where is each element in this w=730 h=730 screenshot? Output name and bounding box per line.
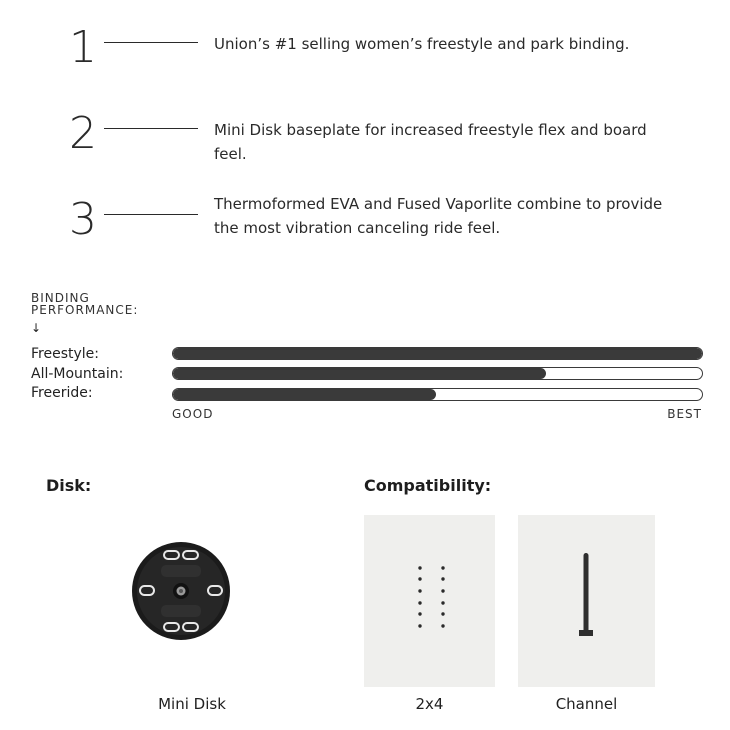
compatibility-caption-2x4: 2x4 — [415, 695, 444, 713]
channel-slot-icon — [518, 515, 655, 687]
scale-low-label: GOOD — [172, 407, 214, 421]
performance-bar-all-mountain — [172, 367, 703, 380]
compatibility-caption-channel: Channel — [555, 695, 618, 713]
compatibility-tile-2x4 — [364, 515, 495, 687]
feature-number: 2 — [69, 108, 97, 159]
scale-high-label: BEST — [667, 407, 702, 421]
feature-number: 1 — [69, 22, 97, 73]
2x4-hole-pattern-icon — [364, 515, 495, 687]
feature-divider — [104, 128, 198, 129]
disk-heading: Disk: — [46, 476, 92, 495]
performance-bar-freestyle — [172, 347, 703, 360]
performance-bar-fill — [173, 368, 546, 379]
compatibility-tile-channel — [518, 515, 655, 687]
feature-text: Mini Disk baseplate for increased freestyle flex and board feel. — [214, 121, 647, 163]
performance-label-freeride: Freeride: — [31, 385, 93, 401]
down-arrow-icon: ↓ — [31, 321, 42, 335]
performance-bar-freeride — [172, 388, 703, 401]
compatibility-heading: Compatibility: — [364, 476, 492, 495]
feature-divider — [104, 42, 198, 43]
performance-label-all-mountain: All-Mountain: — [31, 366, 124, 382]
performance-title-line2: PERFORMANCE: — [31, 303, 139, 317]
performance-label-freestyle: Freestyle: — [31, 346, 99, 362]
feature-text: Union’s #1 selling women’s freestyle and park binding. — [214, 35, 630, 53]
performance-bar-fill — [173, 389, 436, 400]
mini-disk-icon — [131, 541, 231, 641]
feature-text: Thermoformed EVA and Fused Vaporlite combine to provide the most vibration canceling ride feel. — [214, 195, 663, 237]
feature-divider — [104, 214, 198, 215]
performance-title — [31, 292, 138, 316]
performance-title-line1: BINDING — [31, 291, 90, 305]
feature-number: 3 — [69, 194, 97, 245]
performance-bar-fill — [173, 348, 702, 359]
disk-caption: Mini Disk — [158, 695, 226, 713]
